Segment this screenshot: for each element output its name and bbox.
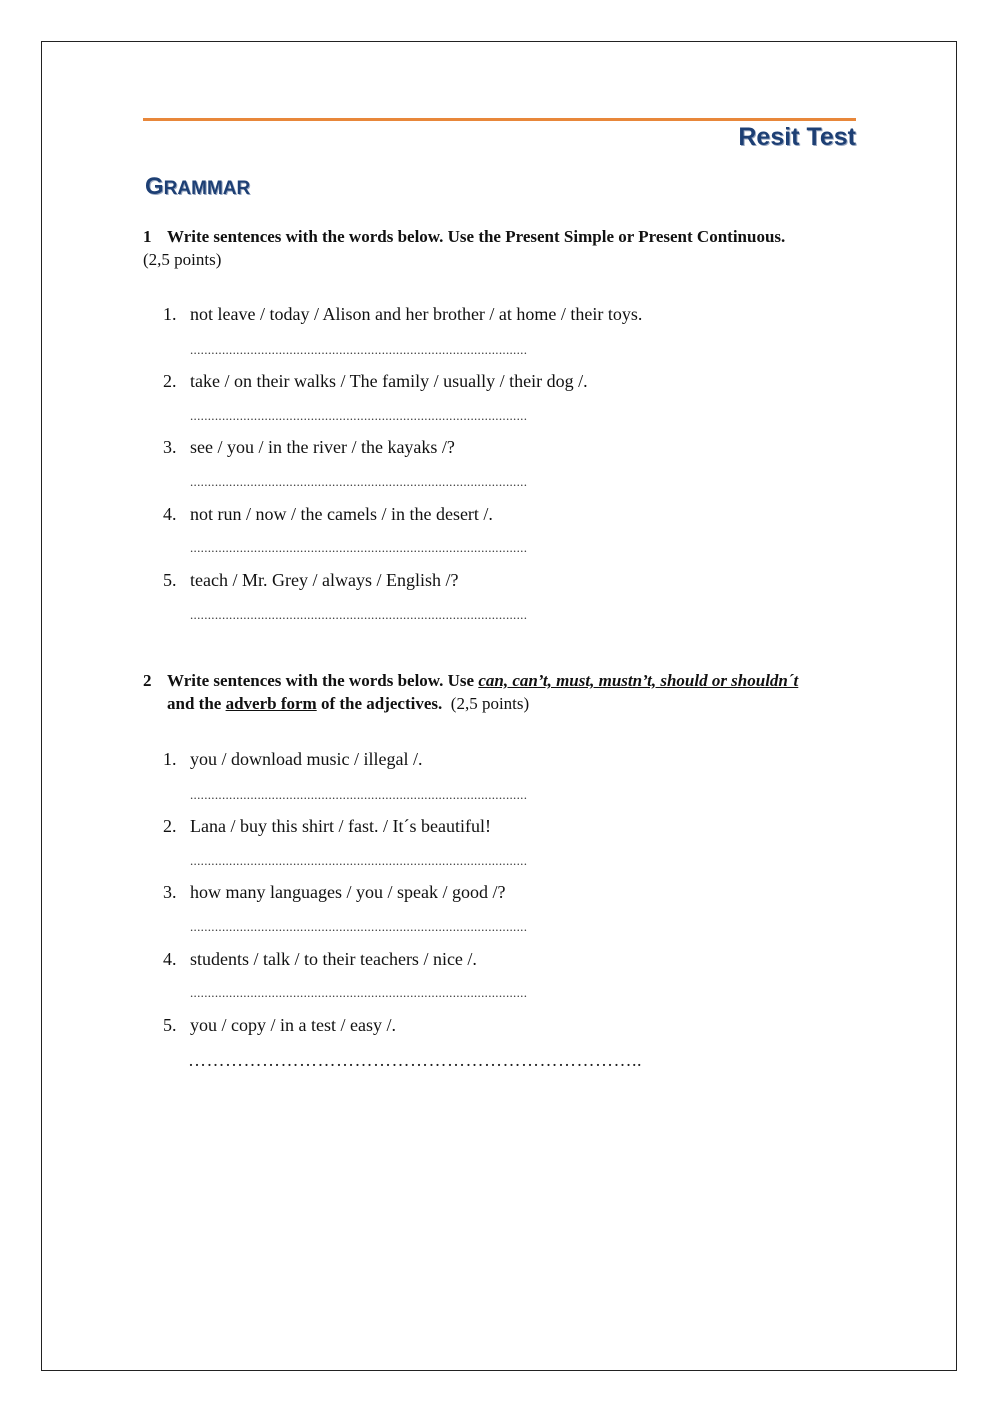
exercise2-item bbox=[163, 1014, 396, 1036]
answer-line[interactable]: ............................................................................................... bbox=[190, 475, 528, 489]
answer-line[interactable]: ............................................................................................... bbox=[190, 608, 528, 622]
answer-line[interactable]: ............................................................................................... bbox=[190, 920, 528, 934]
section-title-rest: RAMMAR bbox=[163, 178, 251, 199]
item-number: 5. bbox=[163, 570, 177, 590]
exercise1-instruction bbox=[143, 225, 856, 271]
answer-line[interactable]: ............................................................................................... bbox=[190, 409, 528, 423]
item-prompt: you / copy / in a test / easy /. bbox=[190, 1015, 396, 1035]
exercise2-adverb-form: adverb form bbox=[225, 694, 317, 713]
item-number: 3. bbox=[163, 882, 177, 902]
exercise2-item bbox=[163, 815, 491, 837]
exercise1-item bbox=[163, 370, 588, 392]
exercise2-instruction-lead: Write sentences with the words below. Use bbox=[167, 671, 479, 690]
item-prompt: you / download music / illegal /. bbox=[190, 749, 423, 769]
answer-line[interactable]: ............................................................................................... bbox=[190, 986, 528, 1000]
exercise2-line2-tail: of the adjectives. bbox=[316, 694, 443, 713]
item-number: 1. bbox=[163, 749, 177, 769]
item-number: 1. bbox=[163, 304, 177, 324]
answer-line[interactable]: ............................................................................................... bbox=[190, 343, 528, 357]
item-prompt: Lana / buy this shirt / fast. / It´s beautiful! bbox=[190, 816, 491, 836]
section-title-initial: G bbox=[145, 173, 164, 200]
answer-line[interactable]: ............................................................................................... bbox=[190, 788, 528, 802]
exercise1-item bbox=[163, 569, 458, 591]
item-prompt: teach / Mr. Grey / always / English /? bbox=[190, 570, 459, 590]
exercise2-item bbox=[163, 881, 505, 903]
item-prompt: not run / now / the camels / in the desert /. bbox=[190, 504, 493, 524]
item-number: 4. bbox=[163, 504, 177, 524]
exercise1-item bbox=[163, 303, 642, 325]
header-rule bbox=[143, 118, 856, 121]
exercise2-item bbox=[163, 948, 477, 970]
exercise2-number: 2 bbox=[143, 671, 152, 690]
item-number: 2. bbox=[163, 371, 177, 391]
exercise1-points: (2,5 points) bbox=[143, 250, 222, 269]
answer-line[interactable]: ……………………………………………………………….. bbox=[188, 1050, 642, 1070]
exercise2-points: (2,5 points) bbox=[450, 694, 530, 713]
item-prompt: not leave / today / Alison and her brother / at home / their toys. bbox=[190, 304, 643, 324]
exercise1-number: 1 bbox=[143, 227, 152, 246]
item-number: 3. bbox=[163, 437, 177, 457]
exercise2-modals: can, can’t, must, mustn’t, should or shouldn´t bbox=[478, 671, 799, 690]
exercise1-item bbox=[163, 503, 493, 525]
exercise1-instruction-text: Write sentences with the words below. Use the Present Simple or Present Continuous. bbox=[167, 227, 786, 246]
item-prompt: how many languages / you / speak / good /? bbox=[190, 882, 506, 902]
answer-line[interactable]: ............................................................................................... bbox=[190, 541, 528, 555]
item-prompt: see / you / in the river / the kayaks /? bbox=[190, 437, 455, 457]
item-number: 5. bbox=[163, 1015, 177, 1035]
exercise2-item bbox=[163, 748, 422, 770]
exercise2-line2-lead: and the bbox=[167, 694, 226, 713]
section-title bbox=[145, 172, 250, 204]
item-number: 2. bbox=[163, 816, 177, 836]
item-prompt: students / talk / to their teachers / nice /. bbox=[190, 949, 477, 969]
answer-line[interactable]: ............................................................................................... bbox=[190, 854, 528, 868]
doc-title: Resit Test bbox=[738, 123, 856, 151]
exercise1-item bbox=[163, 436, 455, 458]
exercise2-instruction bbox=[143, 669, 856, 715]
item-prompt: take / on their walks / The family / usually / their dog /. bbox=[190, 371, 588, 391]
item-number: 4. bbox=[163, 949, 177, 969]
